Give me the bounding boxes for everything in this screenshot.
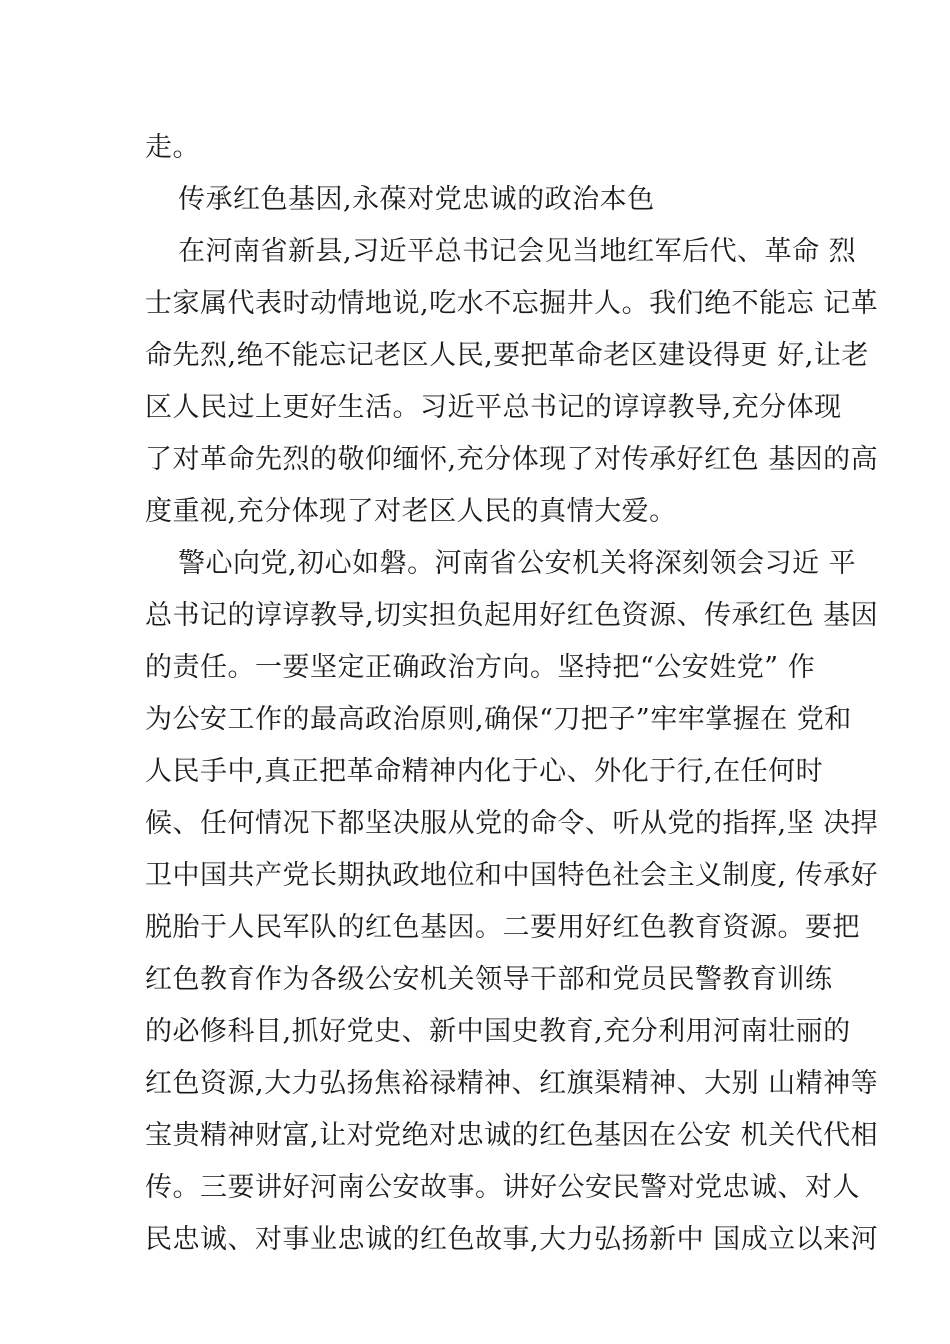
- text-line-5: 命先烈,绝不能忘记老区人民,要把革命老区建设得更 好,让老: [145, 340, 869, 371]
- text-line-21: 传。三要讲好河南公安故事。讲好公安民警对党忠诚、对人: [145, 1172, 860, 1203]
- text-line-19: 红色资源,大力弘扬焦裕禄精神、红旗渠精神、大别 山精神等: [145, 1068, 879, 1099]
- text-line-12: 为公安工作的最高政治原则,确保“刀把子”牢牢掌握在 党和: [145, 704, 852, 735]
- text-line-8: 度重视,充分体现了对老区人民的真情大爱。: [145, 496, 677, 527]
- text-line-6: 区人民过上更好生活。习近平总书记的谆谆教导,充分体现: [145, 392, 842, 423]
- section-heading: 传承红色基因,永葆对党忠诚的政治本色: [178, 184, 655, 215]
- text-line-14: 候、任何情况下都坚决服从党的命令、听从党的指挥,坚 决捍: [145, 808, 879, 839]
- text-line-20: 宝贵精神财富,让对党绝对忠诚的红色基因在公安 机关代代相: [145, 1120, 879, 1151]
- text-line-9: 警心向党,初心如磐。河南省公安机关将深刻领会习近 平: [178, 548, 857, 579]
- text-line-7: 了对革命先烈的敬仰缅怀,充分体现了对传承好红色 基因的高: [145, 444, 879, 475]
- text-line-1: 走。: [145, 132, 200, 163]
- text-line-16: 脱胎于人民军队的红色基因。二要用好红色教育资源。要把: [145, 912, 860, 943]
- text-line-18: 的必修科目,抓好党史、新中国史教育,充分利用河南壮丽的: [145, 1016, 851, 1047]
- text-line-22: 民忠诚、对事业忠诚的红色故事,大力弘扬新中 国成立以来河: [145, 1224, 879, 1255]
- text-line-11: 的责任。一要坚定正确政治方向。坚持把“公安姓党” 作: [145, 652, 816, 683]
- text-line-15: 卫中国共产党长期执政地位和中国特色社会主义制度, 传承好: [145, 860, 879, 891]
- text-line-13: 人民手中,真正把革命精神内化于心、外化于行,在任何时: [145, 756, 824, 787]
- text-line-10: 总书记的谆谆教导,切实担负起用好红色资源、传承红色 基因: [145, 600, 879, 631]
- text-line-17: 红色教育作为各级公安机关领导干部和党员民警教育训练: [145, 964, 833, 995]
- text-line-3: 在河南省新县,习近平总书记会见当地红军后代、革命 烈: [178, 236, 857, 267]
- text-line-4: 士家属代表时动情地说,吃水不忘掘井人。我们绝不能忘 记革: [145, 288, 879, 319]
